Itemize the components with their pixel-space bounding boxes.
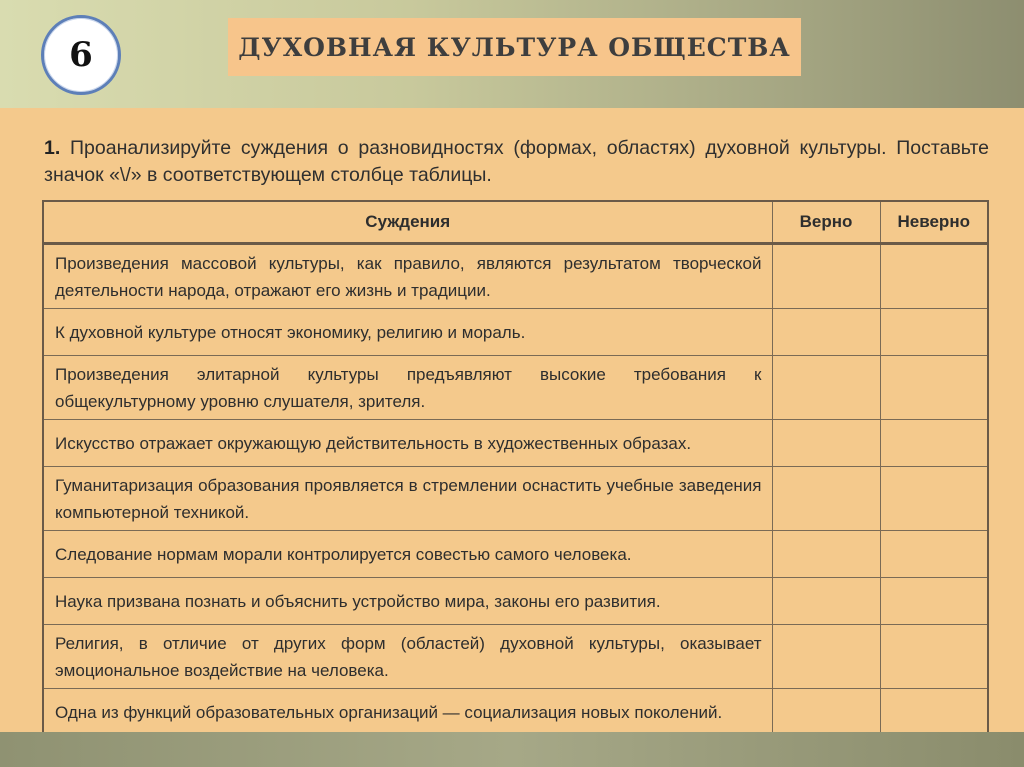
false-check-cell[interactable] [880, 531, 988, 578]
false-check-cell[interactable] [880, 356, 988, 420]
table-header-row [43, 201, 988, 244]
false-check-cell[interactable] [880, 578, 988, 625]
slide-number-badge [41, 15, 121, 95]
bottom-band [0, 732, 1024, 767]
task-number: 1. [44, 137, 61, 159]
table-row [43, 467, 988, 531]
judgements-table [42, 200, 989, 737]
task-text: Проанализируйте суждения о разновидностях (формах, областях) духовной культуры. Поставьте значок «\/» в соответствующем столбце таблицы. [44, 137, 990, 186]
statement-cell: Произведения элитарной культуры предъявляют высокие требования к общекультурному уровню слушателя, зрителя. [43, 356, 772, 420]
header-false: Неверно [880, 201, 988, 244]
table-row [43, 531, 988, 578]
false-check-cell[interactable] [880, 420, 988, 467]
table-row [43, 625, 988, 689]
statement-cell: Гуманитаризация образования проявляется в стремлении оснастить учебные заведения компьютерной техникой. [43, 467, 772, 531]
statement-cell: Наука призвана познать и объяснить устройство мира, законы его развития. [43, 578, 772, 625]
false-check-cell[interactable] [880, 309, 988, 356]
statement-cell: Религия, в отличие от других форм (областей) духовной культуры, оказывает эмоциональное воздействие на человека. [43, 625, 772, 689]
true-check-cell[interactable] [772, 356, 880, 420]
slide-number: 6 [69, 35, 93, 75]
true-check-cell[interactable] [772, 309, 880, 356]
table-row [43, 356, 988, 420]
page-title: ДУХОВНАЯ КУЛЬТУРА ОБЩЕСТВА [238, 32, 791, 62]
statement-cell: Искусство отражает окружающую действительность в художественных образах. [43, 420, 772, 467]
true-check-cell[interactable] [772, 689, 880, 737]
true-check-cell[interactable] [772, 578, 880, 625]
title-plate [228, 18, 801, 76]
table-row [43, 689, 988, 737]
statement-cell: Одна из функций образовательных организаций — социализация новых поколений. [43, 689, 772, 737]
false-check-cell[interactable] [880, 625, 988, 689]
statement-cell: Произведения массовой культуры, как правило, являются результатом творческой деятельности народа, отражают его жизнь и традиции. [43, 244, 772, 309]
table-row [43, 309, 988, 356]
true-check-cell[interactable] [772, 244, 880, 309]
true-check-cell[interactable] [772, 625, 880, 689]
table-row [43, 420, 988, 467]
table-row [43, 578, 988, 625]
task-instruction [44, 135, 989, 189]
false-check-cell[interactable] [880, 689, 988, 737]
true-check-cell[interactable] [772, 420, 880, 467]
false-check-cell[interactable] [880, 467, 988, 531]
header-true: Верно [772, 201, 880, 244]
table-row [43, 244, 988, 309]
statement-cell: Следование нормам морали контролируется совестью самого человека. [43, 531, 772, 578]
false-check-cell[interactable] [880, 244, 988, 309]
true-check-cell[interactable] [772, 531, 880, 578]
true-check-cell[interactable] [772, 467, 880, 531]
statement-cell: К духовной культуре относят экономику, религию и мораль. [43, 309, 772, 356]
header-judgements: Суждения [43, 201, 772, 244]
